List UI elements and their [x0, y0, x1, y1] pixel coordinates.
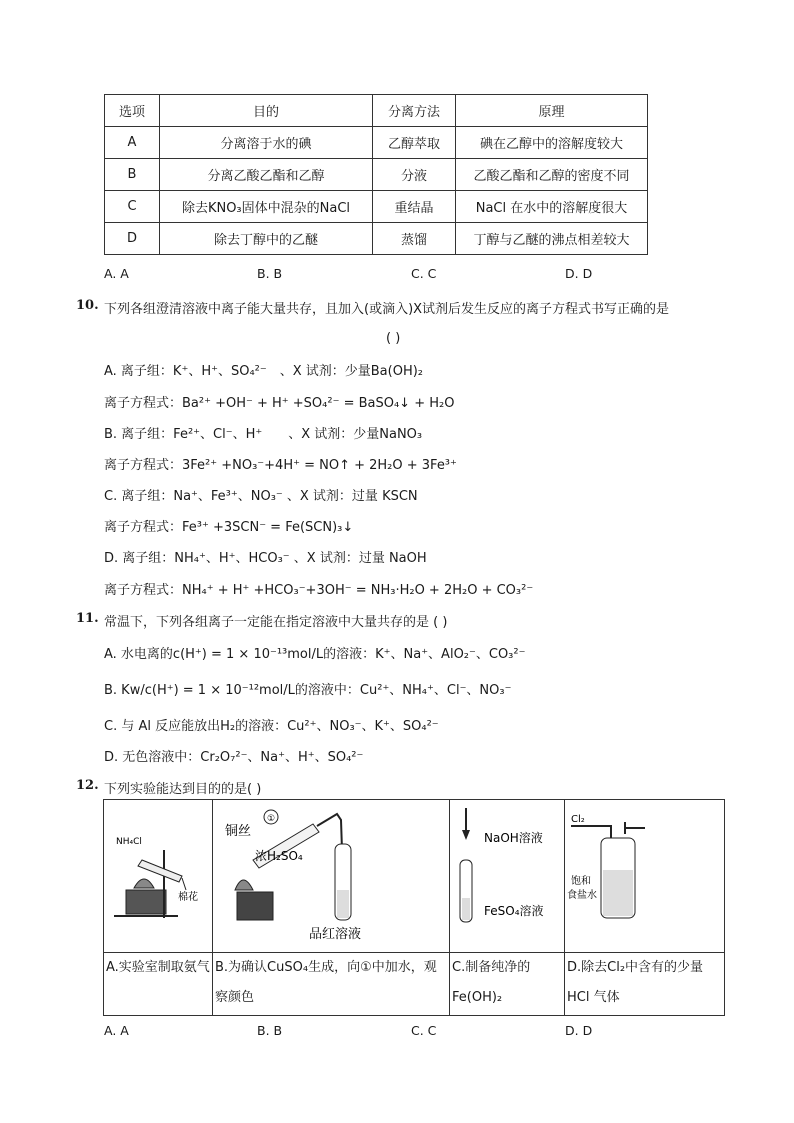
figure-b-cell [213, 800, 450, 953]
question-stem: 下列各组澄清溶液中离子能大量共存，且加入(或滴入)X试剂后发生反应的离子方程式书写正确的是 [104, 302, 670, 317]
table-cell: 重结晶 [373, 191, 456, 223]
table-cell: B [105, 159, 160, 191]
figure-label: NH₄Cl [116, 837, 142, 847]
q10-line: 离子方程式：Fe³⁺ +3SCN⁻ = Fe(SCN)₃↓ [104, 520, 354, 535]
figure-d-cell [565, 800, 725, 953]
table-cell: 分离乙酸乙酯和乙醇 [160, 159, 373, 191]
table-cell: D [105, 223, 160, 255]
option-d[interactable]: D. D [565, 1023, 593, 1038]
caption-b: B.为确认CuSO₄生成，向①中加水，观察颜色 [213, 953, 450, 1016]
separation-table [104, 94, 648, 255]
question-number: 10. [76, 298, 99, 313]
q10-line: 离子方程式：3Fe²⁺ +NO₃⁻+4H⁺ = NO↑ + 2H₂O + 3Fe³⁺ [104, 458, 457, 473]
header-cell: 选项 [105, 95, 160, 127]
header-cell: 原理 [456, 95, 648, 127]
figure-label: 饱和 [571, 876, 591, 887]
table-cell: NaCl 在水中的溶解度很大 [456, 191, 648, 223]
q10-line: 离子方程式：NH₄⁺ + H⁺ +HCO₃⁻+3OH⁻ = NH₃·H₂O + 2H₂O + CO₃²⁻ [104, 583, 534, 598]
option-a[interactable]: A. A [104, 1023, 129, 1038]
copper-sulfuric-figure [213, 800, 449, 948]
option-b[interactable]: B. B [257, 1023, 283, 1038]
figure-label: 品红溶液 [309, 927, 362, 942]
figure-label: Cl₂ [571, 814, 585, 825]
q11-line: A. 水电离的c(H⁺) = 1 × 10⁻¹³mol/L的溶液：K⁺、Na⁺、AlO₂⁻、CO₃²⁻ [104, 647, 526, 662]
question-number: 12. [76, 778, 99, 793]
table-cell: A [105, 127, 160, 159]
table-cell: 除去KNO₃固体中混杂的NaCl [160, 191, 373, 223]
table-header-row [105, 95, 648, 127]
option-d[interactable]: D. D [565, 266, 593, 281]
table-row [105, 159, 648, 191]
option-b[interactable]: B. B [257, 266, 283, 281]
table-cell: 蒸馏 [373, 223, 456, 255]
figure-c-cell [450, 800, 565, 953]
q10-line: B. 离子组：Fe²⁺、Cl⁻、H⁺ 、X 试剂：少量NaNO₃ [104, 427, 423, 442]
caption-a: A.实验室制取氨气 [104, 953, 213, 1016]
q11-line: D. 无色溶液中：Cr₂O₇²⁻、Na⁺、H⁺、SO₄²⁻ [104, 750, 364, 765]
q10-line: A. 离子组：K⁺、H⁺、SO₄²⁻ 、X 试剂：少量Ba(OH)₂ [104, 364, 424, 379]
q10-line: 离子方程式：Ba²⁺ +OH⁻ + H⁺ +SO₄²⁻ = BaSO₄↓ + H₂O [104, 396, 455, 411]
table-cell: 分离溶于水的碘 [160, 127, 373, 159]
figure-label: NaOH溶液 [484, 831, 543, 845]
experiment-table [103, 799, 725, 1016]
q10-line: D. 离子组：NH₄⁺、H⁺、HCO₃⁻ 、X 试剂：过量 NaOH [104, 551, 427, 566]
table-cell: 碘在乙醇中的溶解度较大 [456, 127, 648, 159]
table-cell: 分液 [373, 159, 456, 191]
header-cell: 分离方法 [373, 95, 456, 127]
question-number: 11. [76, 611, 99, 626]
option-c[interactable]: C. C [411, 1023, 437, 1038]
figure-label: 铜丝 [225, 824, 252, 839]
ammonia-apparatus-figure [104, 800, 212, 948]
q10-line: C. 离子组：Na⁺、Fe³⁺、NO₃⁻ 、X 试剂：过量 KSCN [104, 489, 418, 504]
ferrous-hydroxide-figure [450, 800, 564, 948]
answer-paren: ( ) [386, 331, 401, 346]
table-row [105, 127, 648, 159]
table-cell: 丁醇与乙醚的沸点相差较大 [456, 223, 648, 255]
table-cell: 乙酸乙酯和乙醇的密度不同 [456, 159, 648, 191]
table-row [105, 191, 648, 223]
figure-label: ① [267, 814, 276, 824]
figure-label: 棉花 [178, 892, 198, 903]
caption-c: C.制备纯净的Fe(OH)₂ [450, 953, 565, 1016]
caption-d: D.除去Cl₂中含有的少量HCl 气体 [565, 953, 725, 1016]
table-cell: C [105, 191, 160, 223]
figure-label: 浓H₂SO₄ [255, 849, 303, 863]
figure-label: FeSO₄溶液 [484, 904, 544, 918]
question-stem: 下列实验能达到目的的是( ) [104, 782, 262, 797]
header-cell: 目的 [160, 95, 373, 127]
option-c[interactable]: C. C [411, 266, 437, 281]
q11-line: C. 与 Al 反应能放出H₂的溶液：Cu²⁺、NO₃⁻、K⁺、SO₄²⁻ [104, 719, 439, 734]
table-row [105, 223, 648, 255]
table-cell: 乙醇萃取 [373, 127, 456, 159]
figure-a-cell [104, 800, 213, 953]
question-stem: 常温下，下列各组离子一定能在指定溶液中大量共存的是 ( ) [104, 615, 448, 630]
option-a[interactable]: A. A [104, 266, 129, 281]
figure-label: 食盐水 [567, 890, 597, 901]
gas-washing-figure [565, 800, 723, 948]
table-cell: 除去丁醇中的乙醚 [160, 223, 373, 255]
q11-line: B. Kw/c(H⁺) = 1 × 10⁻¹²mol/L的溶液中：Cu²⁺、NH₄⁺、Cl⁻、NO₃⁻ [104, 683, 512, 698]
